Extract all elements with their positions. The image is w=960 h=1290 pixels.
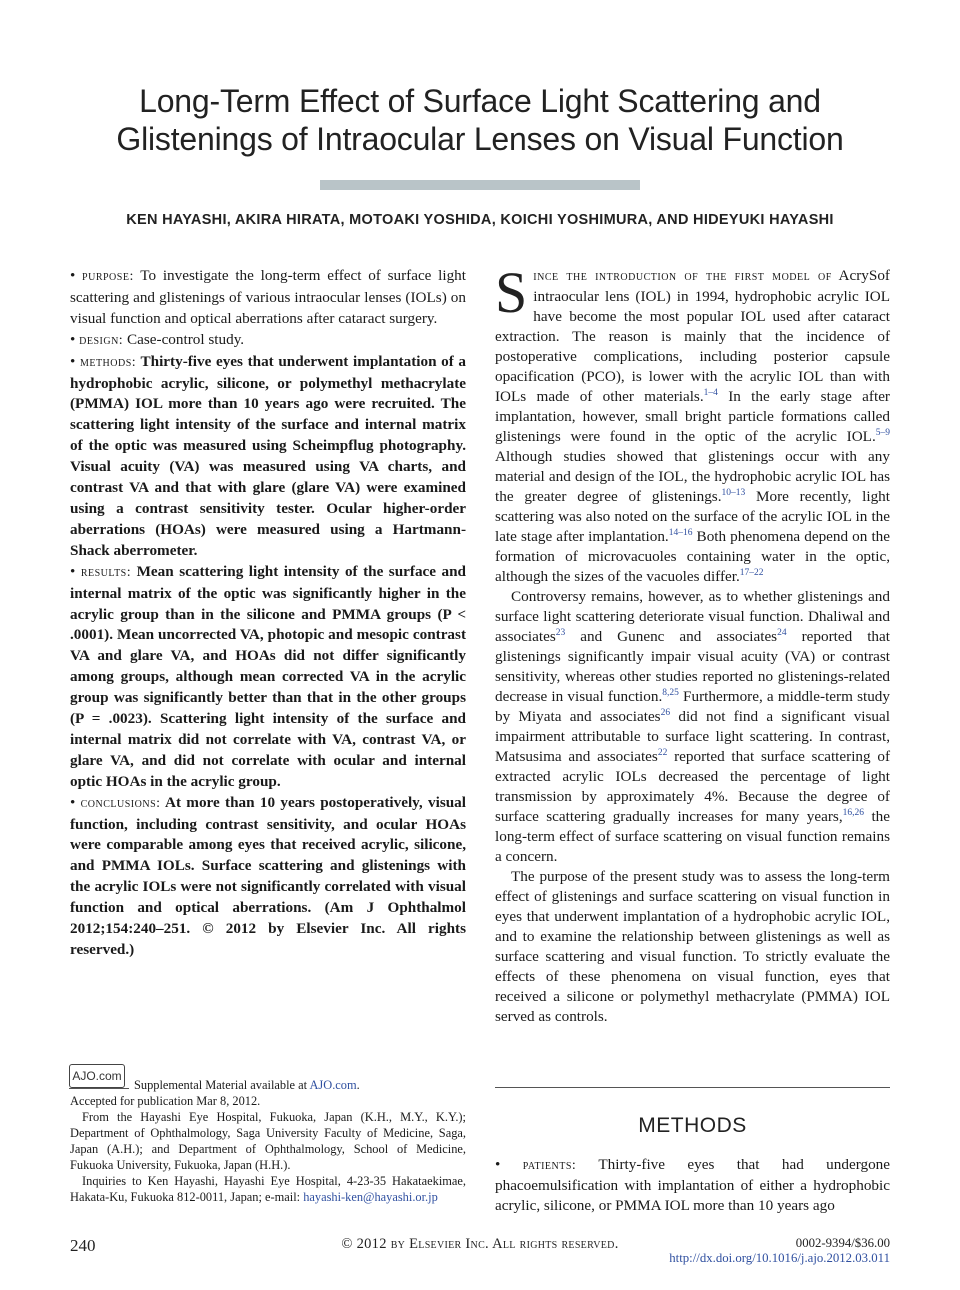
intro-small-caps: ince the introduction of the first model of xyxy=(533,269,832,284)
intro-text: Although studies showed that glistenings occur with any material and design of the IOL, the hydrophobic acrylic IOL has the greater degree of glistenings. xyxy=(495,448,890,505)
citation-link[interactable]: 24 xyxy=(777,628,787,638)
title-line-1: Long-Term Effect of Surface Light Scattering and xyxy=(139,83,821,119)
bullet-icon: • xyxy=(70,793,76,811)
conclusions-label: conclusions: xyxy=(80,795,161,811)
abstract-methods xyxy=(70,352,466,562)
section-divider xyxy=(495,1087,890,1088)
intro-text: did not find a significant visual impairment attributable to surface light scattering. In contrast, Matsusima and associates xyxy=(495,708,890,765)
copyright: © 2012 by Elsevier Inc. All rights reserved. xyxy=(341,1236,619,1252)
citation-link[interactable]: 22 xyxy=(657,748,668,758)
title-divider-bar xyxy=(320,180,640,190)
abstract-results xyxy=(70,562,466,793)
citation-link[interactable]: 8,25 xyxy=(662,688,679,698)
footnotes xyxy=(70,1077,466,1205)
abstract-design xyxy=(70,330,466,352)
issn: 0002-9394/$36.00 xyxy=(795,1236,890,1250)
introduction xyxy=(495,260,891,1027)
citation-link[interactable]: 23 xyxy=(555,628,566,638)
results-text: Mean scattering light intensity of the surface and internal matrix of the optic was significantly higher in the acrylic group than in the silicone and PMMA groups (P < .0001). Mean uncorrected VA, photopic and mesopic contrast VA and glare VA, and HOAs did not differ significantly among groups, although mean corrected VA in the acrylic group was significantly better than that in the other groups (P = .0023). Scattering light intensity of the surface and internal matrix did not correlate with VA, contrast VA, or glare VA, and did not correlate with ocular and internal optic HOAs in the acrylic group. xyxy=(70,562,467,790)
supplemental-note xyxy=(70,1077,466,1093)
purpose-label: purpose: xyxy=(82,269,134,284)
accepted-date: Accepted for publication Mar 8, 2012. xyxy=(70,1094,261,1108)
title-line-2: Glistenings of Intraocular Lenses on Visual Function xyxy=(116,121,844,157)
affiliation: From the Hayashi Eye Hospital, Fukuoka, Japan (K.H., M.Y., K.Y.); Department of Ophthalmology, Saga University Faculty of Medicine, Saga, Japan (A.H.); and Department of Ophthalmology, School of Medicine, Fukuoka University, Fukuoka, Japan (H.H.). xyxy=(70,1110,466,1172)
intro-text: AcrySof intraocular lens (IOL) in 1994, hydrophobic acrylic IOL have become the most popular IOL used after cataract extraction. The reason is mainly that the incidence of postoperative complications, including posterior capsule opacification (PCO), is lower with the acrylic IOL than with IOLs made of other materials. xyxy=(495,267,890,405)
citation-link[interactable]: 16,26 xyxy=(842,808,865,818)
intro-text: In the early stage after implantation, however, small bright particle formations called glistenings were found in the optic of the acrylic IOL. xyxy=(495,388,890,445)
design-text: Case-control study. xyxy=(123,330,245,348)
drop-cap: S xyxy=(495,260,528,325)
citation-link[interactable]: 26 xyxy=(660,708,671,718)
doi-link[interactable]: http://dx.doi.org/10.1016/j.ajo.2012.03.011 xyxy=(669,1251,890,1265)
abstract-purpose xyxy=(70,266,466,330)
intro-paragraph-3: The purpose of the present study was to assess the long-term effect of glistenings and surface scattering on visual function in eyes that underwent implantation of a hydrophobic acrylic IOL, and to examine the relationship between glistenings as well as surface scattering and visual function. To strictly evaluate the effects of these phenomena on visual function, eyes that received a silicone or polymethyl methacrylate (PMMA) IOL served as controls. xyxy=(495,868,890,1025)
bullet-icon: • xyxy=(70,267,76,284)
abstract xyxy=(70,266,466,961)
intro-text: Controversy remains, however, as to whether glistenings and surface light scattering deteriorate visual function. Dhaliwal and associates xyxy=(495,588,890,645)
page-number: 240 xyxy=(70,1236,96,1255)
patients-text: Thirty-five eyes that had undergone phacoemulsification with implantation of either a hydrophobic acrylic, silicone, or PMMA IOL more than 10 years ago xyxy=(495,1156,891,1214)
intro-text: Both phenomena depend on the formation of microvacuoles containing water in the optic, although the sizes of the vacuoles differ. xyxy=(495,528,890,585)
citation-link[interactable]: 17–22 xyxy=(739,568,764,578)
supplemental-text: Supplemental Material available at xyxy=(134,1078,310,1092)
inquiries xyxy=(70,1173,466,1205)
intro-paragraph-2 xyxy=(495,587,890,867)
purpose-text: To investigate the long-term effect of surface light scattering and glistenings of various intraocular lenses (IOLs) on visual function and optical aberrations after cataract surgery. xyxy=(70,267,466,327)
bullet-icon: • xyxy=(70,562,76,580)
intro-text: reported that glistenings significantly impair visual acuity (VA) or contrast sensitivity, whereas other studies reported no glistenings-related decrease in visual function. xyxy=(495,628,890,705)
design-label: design: xyxy=(79,332,124,348)
bullet-icon: • xyxy=(495,1156,501,1173)
citation-link[interactable]: 14–16 xyxy=(668,528,693,538)
email-link[interactable]: hayashi-ken@hayashi.or.jp xyxy=(303,1190,438,1204)
article-title xyxy=(60,82,900,158)
intro-text: More recently, light scattering was also noted on the surface of the acrylic IOL in the late stage after implantation. xyxy=(495,488,890,545)
conclusions-text: At more than 10 years postoperatively, visual function, including contrast sensitivity, and ocular HOAs were comparable among eyes that received acrylic, silicone, and PMMA IOLs. Surface scattering and glistenings with the acrylic IOLs were not significantly correlated with visual function and optical aberrations. (Am J Ophthalmol 2012;154:240–251. © 2012 by Elsevier Inc. All rights reserved.) xyxy=(70,793,466,958)
methods-heading: METHODS xyxy=(638,1114,747,1137)
intro-text: the long-term effect of surface scattering on visual function remains a concern. xyxy=(495,808,890,865)
methods-text: Thirty-five eyes that underwent implantation of a hydrophobic acrylic, silicone, or polymethyl methacrylate (PMMA) IOL more than 10 years ago were recruited. The scattering light intensity of the surface and internal matrix of the optic was measured using Scheimpflug photography. Visual acuity (VA) was measured using VA charts, and contrast VA and that with glare (glare VA) were examined using a contrast sensitivity tester. Ocular higher-order aberrations (HOAs) were measured using a Hartmann-Shack aberrometer. xyxy=(70,352,466,559)
citation-link[interactable]: 1–4 xyxy=(703,388,718,398)
author-list: KEN HAYASHI, AKIRA HIRATA, MOTOAKI YOSHIDA, KOICHI YOSHIMURA, AND HIDEYUKI HAYASHI xyxy=(126,212,834,228)
ajo-logo-icon[interactable]: AJO.com xyxy=(69,1064,125,1088)
ajo-link[interactable]: AJO.com xyxy=(309,1078,357,1092)
citation-link[interactable]: 10–13 xyxy=(721,488,746,498)
intro-text: Furthermore, a middle-term study by Miyata and associates xyxy=(495,688,890,725)
results-label: results: xyxy=(80,564,132,580)
intro-paragraph-1 xyxy=(495,260,890,587)
citation-link[interactable]: 5–9 xyxy=(875,428,890,438)
intro-text: reported that surface scattering of extracted acrylic IOLs decreased the percentage of light transmission by approximately 4%. Because the degree of surface scattering gradually increases for many years, xyxy=(495,748,891,825)
patients-paragraph xyxy=(495,1155,890,1216)
inquiries-text: Inquiries to Ken Hayashi, Hayashi Eye Hospital, 4-23-35 Hakataekimae, Hakata-Ku, Fukuoka 812-0011, Japan; e-mail: xyxy=(70,1174,466,1204)
intro-text: and Gunenc and associates xyxy=(565,628,778,645)
bullet-icon: • xyxy=(70,330,76,348)
issn-doi xyxy=(669,1236,890,1266)
supplemental-end: . xyxy=(356,1078,360,1092)
abstract-conclusions xyxy=(70,793,466,961)
patients-label: patients: xyxy=(522,1158,577,1173)
methods-label: methods: xyxy=(79,354,137,370)
bullet-icon: • xyxy=(70,352,76,370)
